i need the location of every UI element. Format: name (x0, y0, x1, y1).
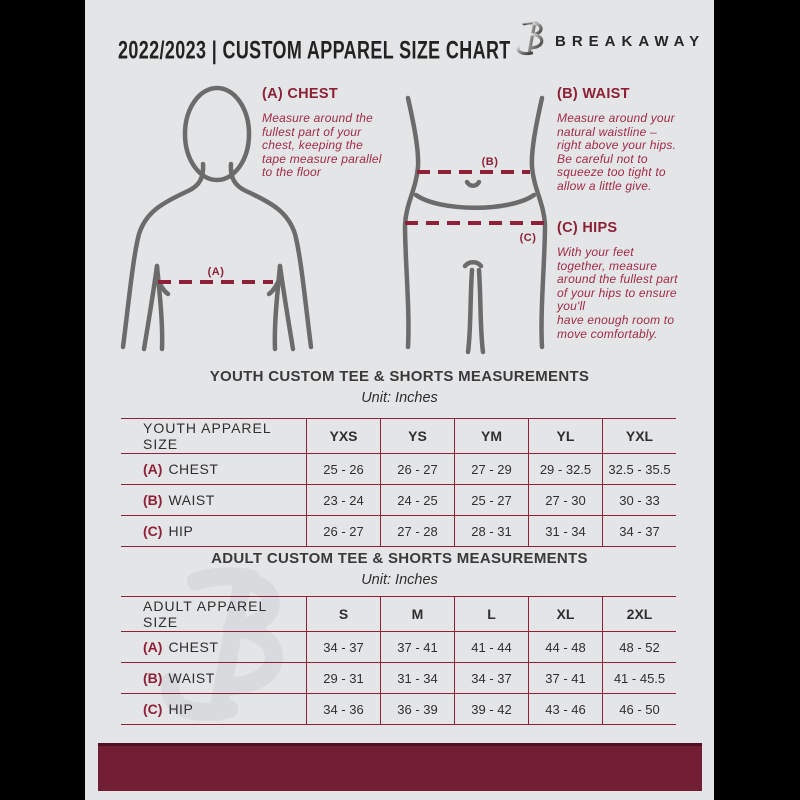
table-cell: 25 - 26 (306, 454, 380, 484)
table-cell: 27 - 28 (380, 516, 454, 546)
column-header: YL (528, 419, 602, 453)
table-cell: 34 - 37 (306, 632, 380, 662)
column-header: 2XL (602, 597, 676, 631)
adult-table-unit: Unit: Inches (361, 572, 438, 588)
brand-name: BREAKAWAY (555, 33, 706, 50)
table-row-hip (121, 694, 676, 725)
column-header: YOUTH APPAREL SIZE (143, 420, 272, 452)
breakaway-logo-icon (510, 16, 548, 62)
column-header: XL (528, 597, 602, 631)
table-cell: 31 - 34 (380, 663, 454, 693)
table-header-row (121, 597, 676, 632)
table-cell: 41 - 44 (454, 632, 528, 662)
table-cell: 26 - 27 (306, 516, 380, 546)
instruction-chest-heading: (A) CHEST (262, 86, 338, 102)
row-label (121, 663, 306, 693)
column-header: M (380, 597, 454, 631)
column-header: L (454, 597, 528, 631)
page-title: 2022/2023 | CUSTOM APPAREL SIZE CHART (118, 36, 511, 65)
column-header: S (306, 597, 380, 631)
youth-table-title: YOUTH CUSTOM TEE & SHORTS MEASUREMENTS (209, 368, 590, 385)
row-label-text: CHEST (168, 461, 219, 477)
table-cell: 32.5 - 35.5 (602, 454, 676, 484)
table-cell: 24 - 25 (380, 485, 454, 515)
instruction-hips-heading: (C) HIPS (557, 220, 618, 236)
table-row-waist (121, 485, 676, 516)
table-cell: 34 - 37 (454, 663, 528, 693)
row-label (121, 694, 306, 724)
instruction-hips-body: With your feet together, measure around the fullest part of your hips to ensure you'll have enough room to move comfortably. (557, 245, 678, 341)
table-cell: 29 - 31 (306, 663, 380, 693)
row-label (121, 516, 306, 546)
row-label-prefix: (A) (143, 639, 163, 655)
table-cell: 34 - 37 (602, 516, 676, 546)
adult-table-title: ADULT CUSTOM TEE & SHORTS MEASUREMENTS (211, 550, 588, 567)
table-cell: 27 - 30 (528, 485, 602, 515)
footer-bar (98, 743, 702, 791)
row-label-text: CHEST (168, 639, 219, 655)
table-cell: 28 - 31 (454, 516, 528, 546)
hip-line-label: (C) (519, 232, 537, 244)
row-label-text: WAIST (168, 492, 215, 508)
instruction-waist-heading: (B) WAIST (557, 86, 630, 102)
table-cell: 43 - 46 (528, 694, 602, 724)
table-header-row (121, 419, 676, 454)
table-row-hip (121, 516, 676, 547)
row-label-text: HIP (168, 523, 194, 539)
table-cell: 31 - 34 (528, 516, 602, 546)
column-header: YXL (602, 419, 676, 453)
row-label-prefix: (C) (143, 701, 163, 717)
column-header: YS (380, 419, 454, 453)
column-header: YM (454, 419, 528, 453)
table-cell: 48 - 52 (602, 632, 676, 662)
row-label-text: WAIST (168, 670, 215, 686)
table-cell: 26 - 27 (380, 454, 454, 484)
chest-line-label: (A) (207, 266, 225, 278)
table-row-chest (121, 632, 676, 663)
table-row-waist (121, 663, 676, 694)
table-cell: 34 - 36 (306, 694, 380, 724)
instruction-hips (557, 220, 713, 341)
lower-body-figure (380, 95, 550, 355)
table-cell: 27 - 29 (454, 454, 528, 484)
row-label (121, 632, 306, 662)
table-row-chest (121, 454, 676, 485)
row-label (121, 485, 306, 515)
row-label-prefix: (B) (143, 670, 163, 686)
table-cell: 44 - 48 (528, 632, 602, 662)
row-label-prefix: (C) (143, 523, 163, 539)
size-chart-page (85, 0, 714, 800)
table-cell: 36 - 39 (380, 694, 454, 724)
row-label-prefix: (B) (143, 492, 163, 508)
youth-size-table (121, 418, 676, 547)
table-cell: 41 - 45.5 (602, 663, 676, 693)
table-cell: 46 - 50 (602, 694, 676, 724)
table-cell: 39 - 42 (454, 694, 528, 724)
table-cell: 25 - 27 (454, 485, 528, 515)
row-label-prefix: (A) (143, 461, 163, 477)
column-header: YXS (306, 419, 380, 453)
waist-line-label: (B) (481, 156, 499, 168)
table-cell: 23 - 24 (306, 485, 380, 515)
table-cell: 37 - 41 (528, 663, 602, 693)
instruction-waist-body: Measure around your natural waistline – right above your hips. Be careful not to squeeze too tight to allow a little give. (557, 111, 677, 193)
row-label (121, 454, 306, 484)
table-cell: 29 - 32.5 (528, 454, 602, 484)
table-cell: 30 - 33 (602, 485, 676, 515)
instruction-waist (557, 86, 713, 194)
column-header: ADULT APPAREL SIZE (143, 598, 267, 630)
table-cell: 37 - 41 (380, 632, 454, 662)
instruction-chest-body: Measure around the fullest part of your chest, keeping the tape measure parallel to the floor (262, 111, 382, 180)
row-label-text: HIP (168, 701, 194, 717)
youth-table-unit: Unit: Inches (361, 390, 438, 406)
adult-size-table (121, 596, 676, 725)
